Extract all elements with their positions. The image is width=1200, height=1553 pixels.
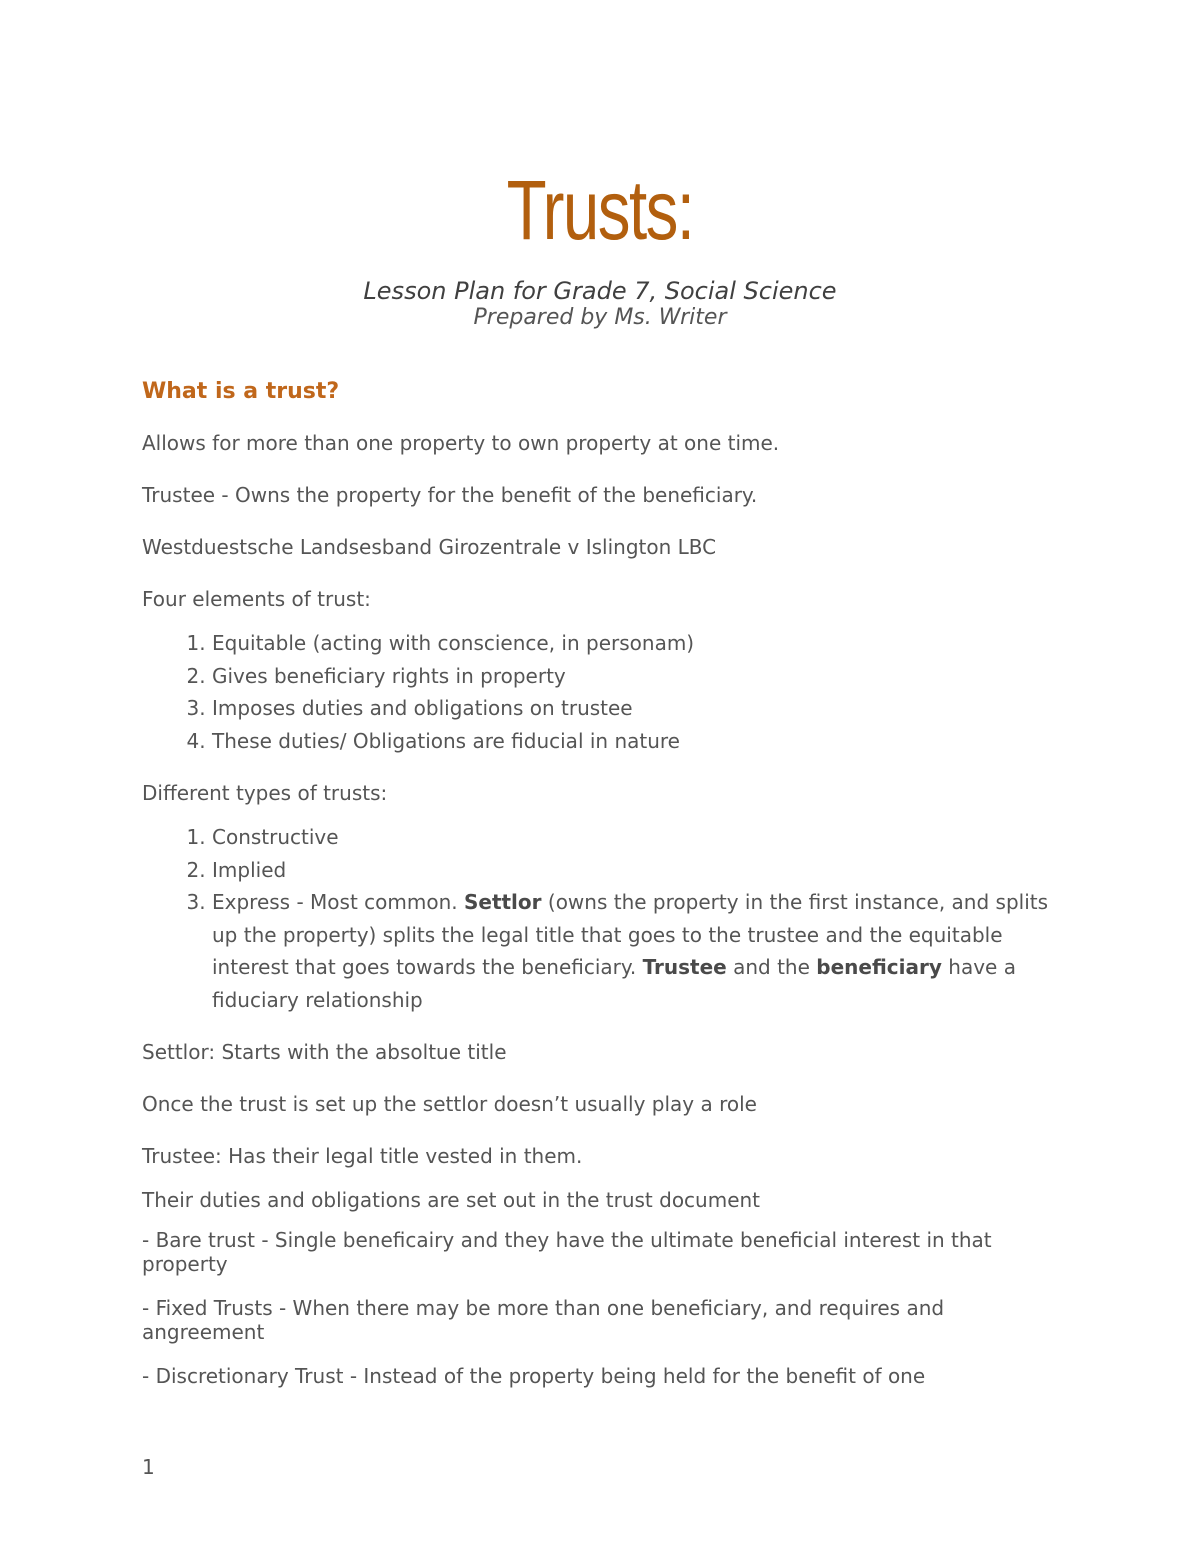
- paragraph: - Discretionary Trust - Instead of the property being held for the benefit of one: [142, 1364, 926, 1388]
- paragraph: Trustee: Has their legal title vested in them.: [142, 1144, 583, 1168]
- paragraph: Different types of trusts:: [142, 781, 388, 805]
- bold-term: beneficiary: [816, 955, 942, 979]
- bold-term: Settlor: [463, 890, 542, 914]
- list-item: 3. Imposes duties and obligations on trustee: [212, 692, 1062, 725]
- list-item: 2. Gives beneficiary rights in property: [212, 660, 1062, 693]
- types-list: [142, 821, 1062, 1016]
- paragraph: Four elements of trust:: [142, 587, 371, 611]
- text-run: and the: [726, 955, 817, 979]
- list-item: 4. These duties/ Obligations are fiducial in nature: [212, 725, 1062, 758]
- paragraph: Their duties and obligations are set out in the trust document: [142, 1188, 761, 1212]
- paragraph: - Bare trust - Single beneficairy and they have the ultimate beneficial interest in that property: [142, 1228, 992, 1276]
- paragraph: - Fixed Trusts - When there may be more than one beneficiary, and requires and angreement: [142, 1296, 945, 1344]
- text-run: (owns the property in the first instance, and splits up the property) splits the legal title that goes to the trustee and the equitable interest that goes towards the beneficiary.: [212, 890, 1049, 979]
- paragraph: Settlor: Starts with the absoltue title: [142, 1040, 507, 1064]
- bold-term: Trustee: [642, 955, 727, 979]
- list-item: 2. Implied: [212, 854, 1062, 887]
- list-item: 1. Constructive: [212, 821, 1062, 854]
- prepared-by: Prepared by Ms. Writer: [473, 305, 727, 330]
- paragraph: Once the trust is set up the settlor doesn’t usually play a role: [142, 1092, 757, 1116]
- paragraph: Allows for more than one property to own property at one time.: [142, 431, 780, 455]
- page-number: 1: [142, 1455, 155, 1479]
- document-subtitle: Lesson Plan for Grade 7, Social Science: [363, 277, 837, 305]
- text-run: have a fiduciary relationship: [212, 955, 1016, 1012]
- paragraph: Trustee - Owns the property for the benefit of the beneficiary.: [142, 483, 758, 507]
- text-run: Express - Most common.: [212, 890, 464, 914]
- list-item: 1. Equitable (acting with conscience, in personam): [212, 627, 1062, 660]
- document-body: [142, 376, 1062, 1408]
- list-item: [212, 886, 1062, 1016]
- document-title: Trusts:: [506, 163, 694, 257]
- section-heading: What is a trust?: [142, 379, 340, 404]
- paragraph: Westduestsche Landsesband Girozentrale v Islington LBC: [142, 535, 717, 559]
- elements-list: [142, 627, 1062, 757]
